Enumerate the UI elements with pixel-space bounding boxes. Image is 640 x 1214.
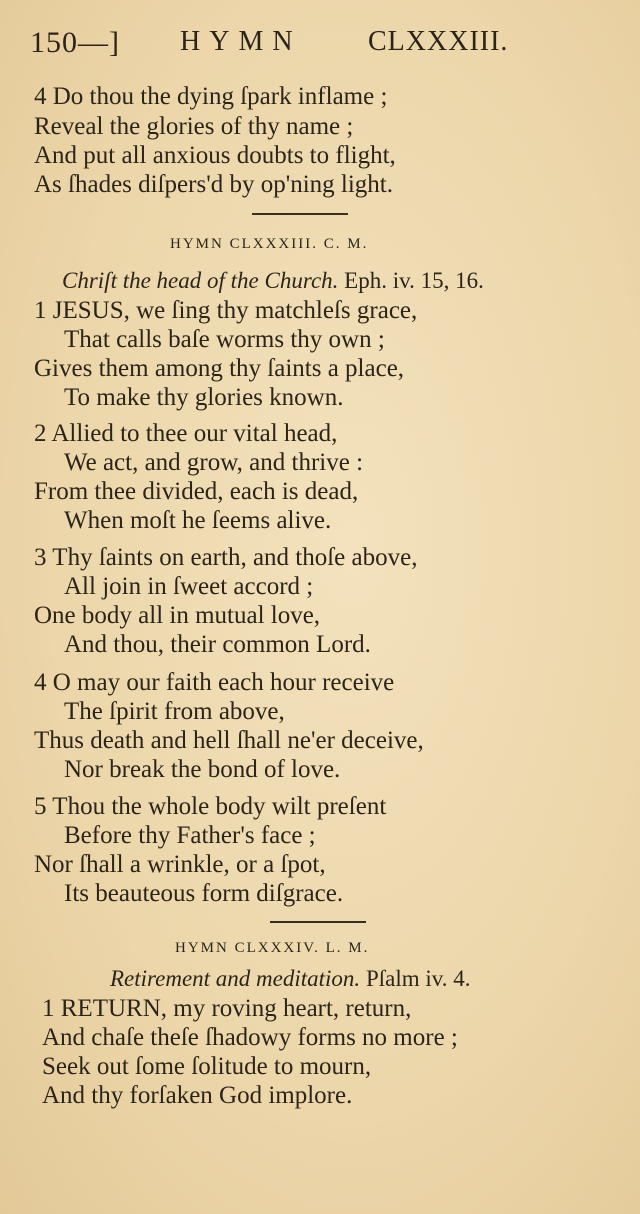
verse-line: That calls baſe worms thy own ;: [64, 326, 385, 353]
verse-line: Reveal the glories of thy name ;: [34, 113, 354, 140]
verse-line: Its beauteous form diſgrace.: [64, 880, 344, 907]
verse-line: Nor ſhall a wrinkle, or a ſpot,: [34, 851, 326, 878]
scripture-reference: Pſalm iv. 4.: [360, 966, 471, 991]
verse-line: Nor break the bond of love.: [64, 756, 341, 783]
hymn-title: HYMN CLXXXIII. C. M.: [170, 236, 369, 252]
verse-line: 5 Thou the whole body wilt preſent: [34, 793, 387, 820]
verse-line: And chaſe theſe ſhadowy forms no more ;: [42, 1024, 458, 1051]
verse-line: And thou, their common Lord.: [64, 631, 371, 658]
verse-line: 4 Do thou the dying ſpark inflame ;: [34, 83, 388, 110]
verse-line: Gives them among thy ſaints a place,: [34, 355, 405, 382]
page-number: 150—]: [30, 26, 120, 59]
verse-line: From thee divided, each is dead,: [34, 478, 359, 505]
verse-line: Before thy Father's face ;: [64, 822, 316, 849]
section-divider: [252, 213, 348, 215]
scripture-reference: Eph. iv. 15, 16.: [338, 268, 484, 293]
verse-line: The ſpirit from above,: [64, 698, 285, 725]
verse-line: One body all in mutual love,: [34, 602, 321, 629]
verse-line: And put all anxious doubts to flight,: [34, 142, 396, 169]
verse-line: 3 Thy ſaints on earth, and thoſe above,: [34, 544, 418, 571]
hymn-subject: Retirement and meditation.: [110, 966, 361, 991]
verse-line: As ſhades diſpers'd by op'ning light.: [34, 171, 393, 198]
verse-line: 2 Allied to thee our vital head,: [34, 420, 338, 447]
hymn-subject: Chriſt the head of the Church.: [62, 268, 339, 293]
verse-line: We act, and grow, and thrive :: [64, 449, 364, 476]
running-title: HYMN: [180, 26, 302, 57]
verse-line: Seek out ſome ſolitude to mourn,: [42, 1053, 372, 1080]
running-number: CLXXXIII.: [368, 26, 509, 57]
hymn-subtitle: [62, 268, 484, 294]
hymn-title: HYMN CLXXXIV. L. M.: [175, 940, 370, 956]
verse-line: All join in ſweet accord ;: [64, 573, 314, 600]
verse-line: And thy forſaken God implore.: [42, 1082, 353, 1109]
running-header: [30, 22, 610, 62]
verse-line: 4 O may our faith each hour receive: [34, 669, 395, 696]
verse-line: Thus death and hell ſhall ne'er deceive,: [34, 727, 424, 754]
verse-line: 1 JESUS, we ſing thy matchleſs grace,: [34, 297, 418, 324]
verse-line: When moſt he ſeems alive.: [64, 507, 332, 534]
verse-line: 1 RETURN, my roving heart, return,: [42, 995, 412, 1022]
hymn-subtitle: [110, 966, 471, 992]
section-divider: [270, 921, 366, 923]
verse-line: To make thy glories known.: [64, 384, 344, 411]
